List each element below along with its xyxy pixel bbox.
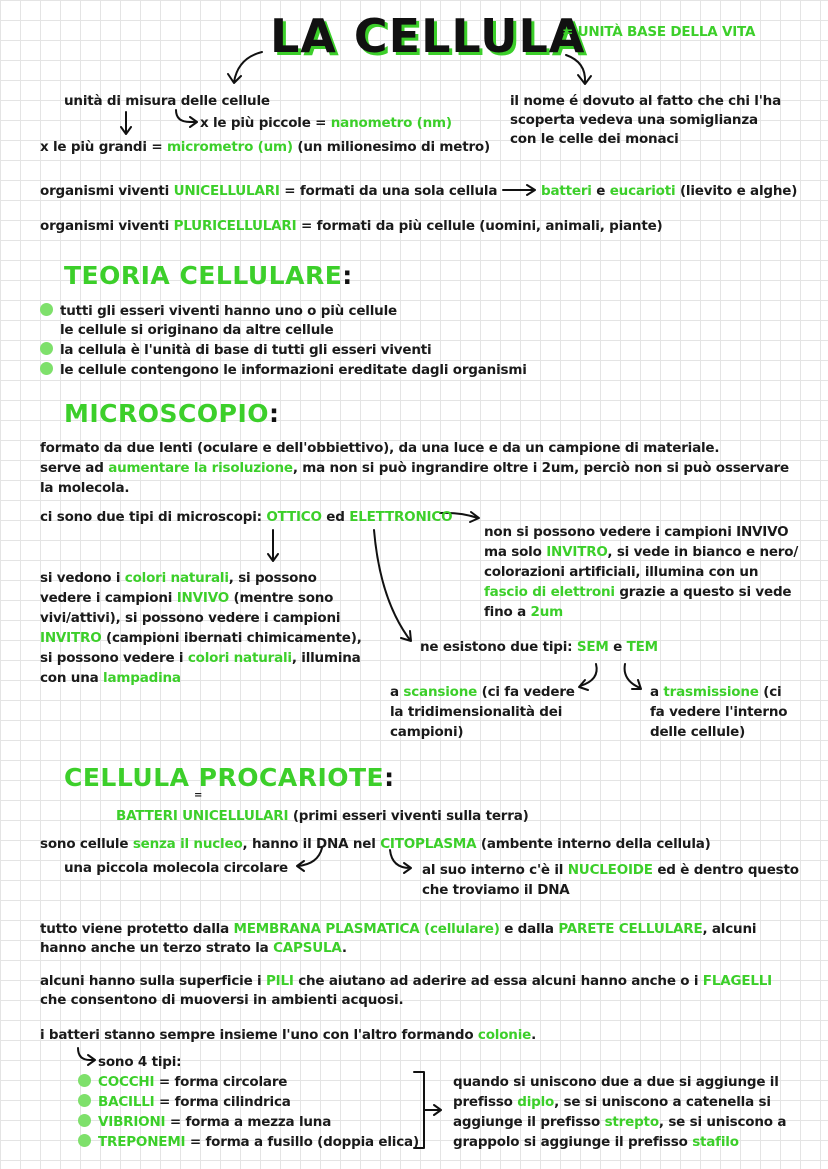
name-origin-line1: il nome é dovuto al fatto che chi l'ha (510, 93, 781, 109)
arrow-electronic-down (374, 530, 411, 641)
nucleoid-line-1: al suo interno c'è il NUCLEOIDE ed è dentro questo (422, 862, 799, 878)
bullet-icon (40, 362, 53, 375)
types-intro: sono 4 tipi: (98, 1054, 182, 1070)
arrow-sem (579, 664, 597, 690)
arrow-tem (625, 664, 641, 689)
name-origin-line2: scoperta vedeva una somiglianza (510, 112, 758, 128)
microscope-desc-1: formato da due lenti (oculare e dell'obbiettivo), da una luce e da un campione di materiale. (40, 440, 720, 456)
theory-item-4: le cellule contengono le informazioni ereditate dagli organismi (40, 360, 527, 380)
nucleoid-line-2: che troviamo il DNA (422, 882, 570, 898)
pluricellular-line: organismi viventi PLURICELLULARI = formati da più cellule (uomini, animali, piante) (40, 218, 663, 234)
bullet-icon (78, 1094, 91, 1107)
smallest-unit: x le più piccole = nanometro (nm) (200, 115, 452, 131)
bacteria-type-vibrioni: VIBRIONI = forma a mezza luna (78, 1112, 331, 1132)
bullet-icon (78, 1134, 91, 1147)
optical-line-5: si possono vedere i colori naturali, illumina (40, 650, 361, 666)
optical-line-6: con una lampadina (40, 670, 181, 686)
capsule-line: hanno anche un terzo strato la CAPSULA. (40, 940, 347, 956)
bacteria-type-cocchi: COCCHI = forma circolare (78, 1072, 287, 1092)
tem-line-1: a trasmissione (ci (650, 684, 782, 700)
electronic-line-3: colorazioni artificiali, illumina con un (484, 564, 759, 580)
microscope-desc-2: serve ad aumentare la risoluzione, ma non si può ingrandire oltre i 2um, perciò non si può osservare (40, 460, 789, 476)
prefix-line-3: aggiunge il prefisso strepto, se si uniscono a (453, 1114, 787, 1130)
flagella-line: che consentono di muoversi in ambienti acquosi. (40, 992, 404, 1008)
arrow-hook-smallest (176, 110, 197, 127)
bullet-icon (40, 303, 53, 316)
arrow-unicellular (503, 185, 535, 195)
electronic-line-5: fino a 2um (484, 604, 563, 620)
prefix-line-2: prefisso diplo, se si uniscono a catenella si (453, 1094, 771, 1110)
arrow-hook-types (78, 1048, 95, 1065)
arrow-optical-down (268, 530, 278, 561)
dna-line: sono cellule senza il nucleo, hanno il DNA nel CITOPLASMA (ambente interno della cellula) (40, 836, 711, 852)
unicellular-line: organismi viventi UNICELLULARI = formati da una sola cellula (40, 183, 498, 199)
tem-line-2: fa vedere l'interno (650, 704, 788, 720)
theory-item-1: tutti gli esseri viventi hanno uno o più cellule (40, 301, 397, 321)
optical-line-2: vedere i campioni INVIVO (mentre sono (40, 590, 334, 606)
electronic-line-4: fascio di elettroni grazie a questo si vede (484, 584, 792, 600)
bacteria-type-treponemi: TREPONEMI = forma a fusillo (doppia elica) (78, 1132, 419, 1152)
electronic-kinds: ne esistono due tipi: SEM e TEM (420, 639, 658, 655)
arrow-title-left (228, 52, 262, 83)
tem-line-3: delle cellule) (650, 724, 746, 740)
optical-line-4: INVITRO (campioni ibernati chimicamente), (40, 630, 362, 646)
microscope-heading: MICROSCOPIO: (64, 399, 280, 428)
theory-heading: TEORIA CELLULARE: (64, 261, 353, 290)
unicellular-examples: batteri e eucarioti (lievito e alghe) (541, 183, 798, 199)
prokaryote-equals: = (194, 790, 203, 801)
colonies-line: i batteri stanno sempre insieme l'uno con l'altro formando colonie. (40, 1027, 537, 1043)
name-origin-line3: con le celle dei monaci (510, 131, 679, 147)
title-definition: = UNITÀ BASE DELLA VITA (562, 24, 756, 40)
prefix-line-1: quando si uniscono due a due si aggiunge il (453, 1074, 779, 1090)
theory-item-3: la cellula è l'unità di base di tutti gli esseri viventi (40, 340, 431, 360)
electronic-line-2: ma solo INVITRO, si vede in bianco e nero/ (484, 544, 799, 560)
optical-line-1: si vedono i colori naturali, si possono (40, 570, 317, 586)
sem-line-1: a scansione (ci fa vedere (390, 684, 575, 700)
largest-unit: x le più grandi = micrometro (um) (un milionesimo di metro) (40, 139, 490, 155)
microscope-desc-3: la molecola. (40, 480, 130, 496)
arrow-unit-down (121, 112, 131, 134)
optical-line-3: vivi/attivi), si possono vedere i campioni (40, 610, 341, 626)
bullet-icon (40, 342, 53, 355)
microscope-types: ci sono due tipi di microscopi: OTTICO ed ELETTRONICO (40, 509, 453, 525)
electronic-line-1: non si possono vedere i campioni INVIVO (484, 524, 789, 540)
molecule-line: una piccola molecola circolare (64, 860, 288, 876)
prefix-line-4: grappolo si aggiunge il prefisso stafilo (453, 1134, 739, 1150)
page-title: LA CELLULA (270, 9, 586, 63)
sem-line-3: campioni) (390, 724, 464, 740)
bullet-icon (78, 1114, 91, 1127)
pili-line: alcuni hanno sulla superficie i PILI che aiutano ad aderire ad essa alcuni hanno anche o i FLAGELLI (40, 973, 772, 989)
bacteria-line: BATTERI UNICELLULARI (primi esseri viventi sulla terra) (116, 808, 529, 824)
theory-item-2: le cellule si originano da altre cellule (60, 322, 334, 338)
unit-label: unità di misura delle cellule (64, 93, 270, 109)
bacteria-type-bacilli: BACILLI = forma cilindrica (78, 1092, 291, 1112)
membrane-line: tutto viene protetto dalla MEMBRANA PLASMATICA (cellulare) e dalla PARETE CELLULARE, alcuni (40, 921, 757, 937)
sem-line-2: la tridimensionalità dei (390, 704, 563, 720)
bullet-icon (78, 1074, 91, 1087)
prokaryote-heading: CELLULA PROCARIOTE: (64, 763, 395, 792)
